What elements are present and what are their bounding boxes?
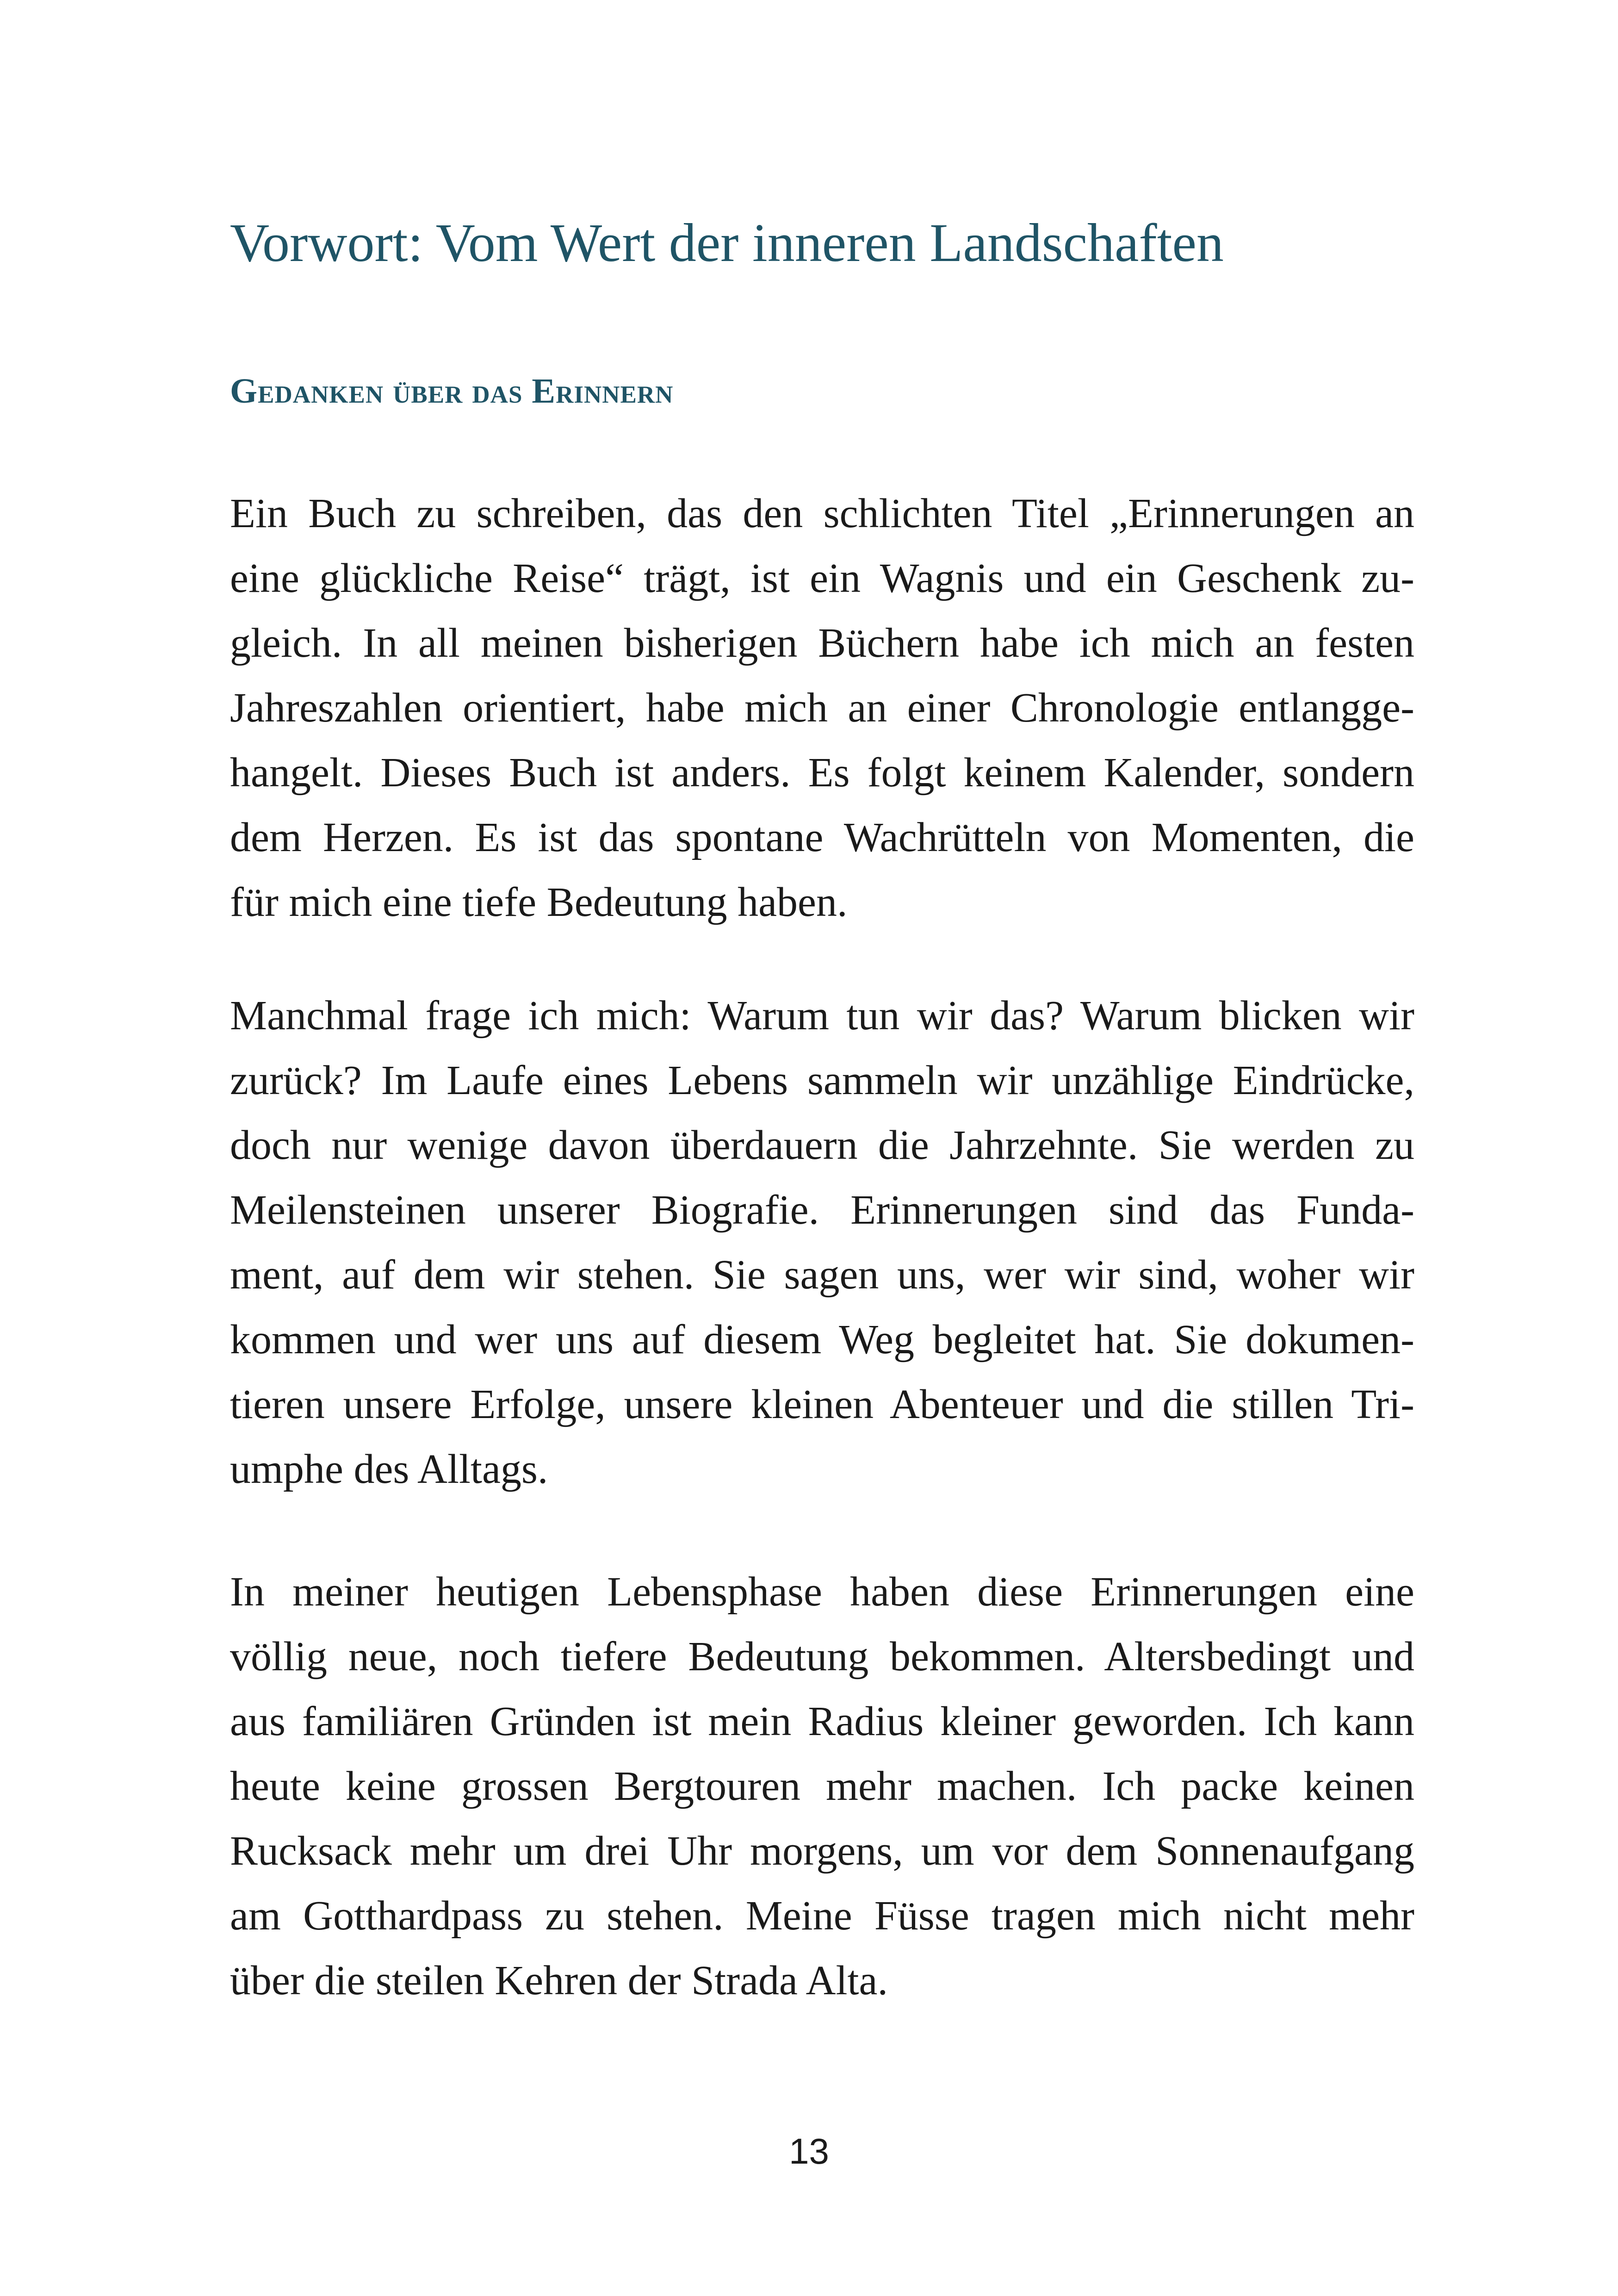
paragraph-line: umphe des Alltags. [230, 1446, 548, 1492]
paragraph-line: dem Herzen. Es ist das spontane Wachrütteln von Momenten, die [230, 815, 1414, 860]
paragraph-line: eine glückliche Reise“ trägt, ist ein Wagnis und ein Geschenk zu- [230, 555, 1414, 601]
paragraph-line: kommen und wer uns auf diesem Weg begleitet hat. Sie dokumen- [230, 1317, 1414, 1363]
paragraph-line: Rucksack mehr um drei Uhr morgens, um vor dem Sonnenaufgang [230, 1828, 1414, 1874]
paragraph-2 [230, 983, 1414, 1502]
paragraph-line: für mich eine tiefe Bedeutung haben. [230, 879, 848, 925]
paragraph-line: hangelt. Dieses Buch ist anders. Es folgt keinem Kalender, sondern [230, 750, 1414, 796]
paragraph-line: Jahreszahlen orientiert, habe mich an einer Chronologie entlangge- [230, 685, 1414, 731]
paragraph-line: Manchmal frage ich mich: Warum tun wir das? Warum blicken wir [230, 993, 1414, 1039]
paragraph-line: über die steilen Kehren der Strada Alta. [230, 1958, 888, 2004]
section-title: Gedanken über das Erinnern [230, 372, 674, 411]
paragraph-line: ment, auf dem wir stehen. Sie sagen uns, wer wir sind, woher wir [230, 1252, 1414, 1298]
paragraph-line: aus familiären Gründen ist mein Radius kleiner geworden. Ich kann [230, 1699, 1414, 1744]
paragraph-line: Ein Buch zu schreiben, das den schlichten Titel „Erinnerungen an [230, 491, 1414, 536]
paragraph-line: Meilensteinen unserer Biografie. Erinnerungen sind das Funda- [230, 1187, 1414, 1233]
paragraph-line: völlig neue, noch tiefere Bedeutung bekommen. Altersbedingt und [230, 1634, 1414, 1680]
paragraph-line: gleich. In all meinen bisherigen Büchern habe ich mich an festen [230, 620, 1414, 666]
paragraph-3 [230, 1560, 1414, 2013]
paragraph-line: In meiner heutigen Lebensphase haben diese Erinnerungen eine [230, 1569, 1414, 1615]
paragraph-line: heute keine grossen Bergtouren mehr machen. Ich packe keinen [230, 1763, 1414, 1809]
page-number: 13 [789, 2131, 829, 2172]
paragraph-line: doch nur wenige davon überdauern die Jahrzehnte. Sie werden zu [230, 1122, 1414, 1168]
chapter-title: Vorwort: Vom Wert der inneren Landschaften [230, 212, 1224, 273]
paragraph-line: am Gotthardpass zu stehen. Meine Füsse tragen mich nicht mehr [230, 1893, 1414, 1939]
paragraph-line: tieren unsere Erfolge, unsere kleinen Abenteuer und die stillen Tri- [230, 1381, 1414, 1427]
paragraph-line: zurück? Im Laufe eines Lebens sammeln wir unzählige Eindrücke, [230, 1058, 1414, 1103]
paragraph-1 [230, 481, 1414, 935]
